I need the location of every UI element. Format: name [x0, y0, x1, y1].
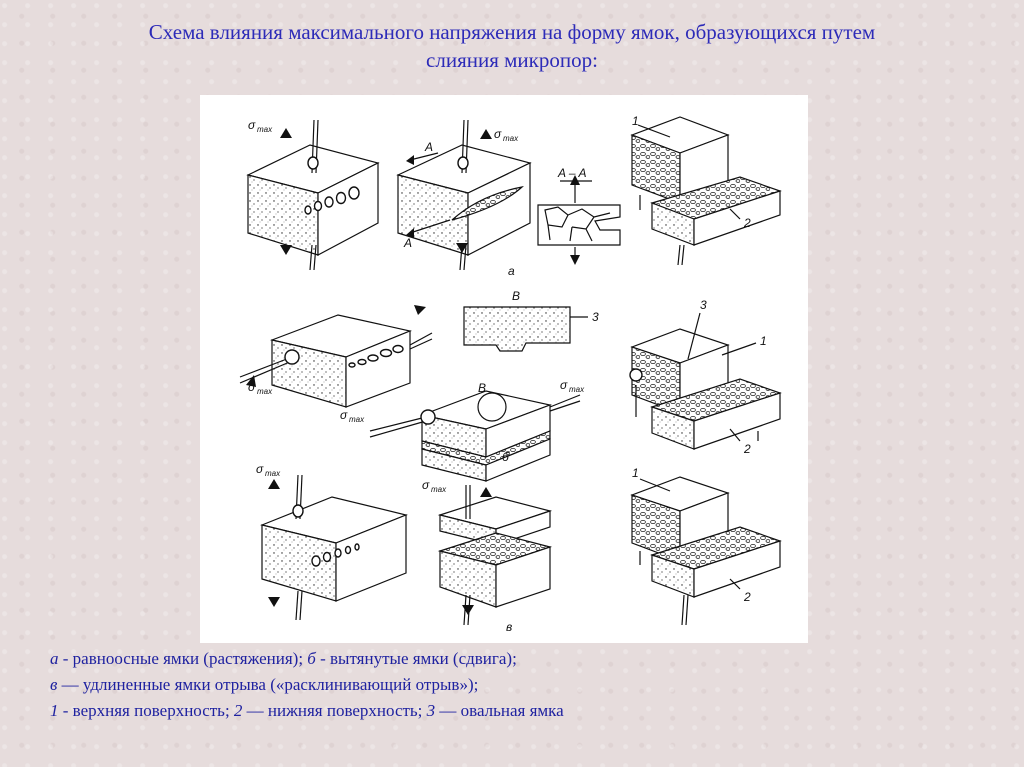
- title-line-1: Схема влияния максимального напряжения на форму ямок, образующихся путем: [148, 20, 876, 44]
- label-2-row-b: 2: [744, 442, 751, 456]
- row-v-label: в: [506, 620, 513, 634]
- row-a-block-1: [248, 120, 378, 270]
- fracture-diagram: [200, 95, 808, 643]
- caption-text-b: - вытянутые ямки (сдвига);: [315, 649, 517, 668]
- sigma-label-a1: σ: [248, 118, 256, 132]
- section-a-bottom: A: [404, 236, 413, 250]
- caption-text-1: - верхняя поверхность;: [58, 701, 234, 720]
- max-label-a2: max: [503, 134, 519, 143]
- row-b-surfaces: [630, 313, 780, 449]
- section-a-top: A: [425, 140, 434, 154]
- sigma-label-v1: σ: [256, 462, 264, 476]
- max-label-b3: max: [569, 385, 585, 394]
- title-line-2: слияния микропор:: [426, 48, 598, 72]
- caption-text-2: — нижняя поверхность;: [242, 701, 427, 720]
- label-1-row-a: 1: [632, 114, 639, 128]
- max-label-v1: max: [265, 469, 281, 478]
- fracture-diagram-svg: [200, 95, 808, 643]
- row-v-block-2: [440, 485, 550, 625]
- caption-letter-a: а: [50, 649, 59, 668]
- sigma-label-b3: σ: [560, 378, 568, 392]
- caption-num-1: 1: [50, 701, 59, 720]
- slide-title: [40, 18, 984, 74]
- caption-line-2: [50, 672, 990, 698]
- row-a-label: а: [508, 264, 515, 278]
- caption-letter-v: в: [50, 675, 58, 694]
- row-b-block-2: [370, 391, 580, 481]
- row-b-label: б: [502, 450, 509, 464]
- sigma-label-b1: σ: [248, 380, 256, 394]
- row-v-block-1: [262, 475, 406, 620]
- section-aa-label: A – A: [558, 166, 587, 180]
- caption-text-v: — удлиненные ямки отрыва («расклинивающий отрыв»);: [57, 675, 479, 694]
- row-b-detail: [464, 307, 588, 351]
- max-label-b1: max: [257, 387, 273, 396]
- label-1-row-b: 1: [760, 334, 767, 348]
- max-label-v2: max: [431, 485, 447, 494]
- section-aa-view: [538, 175, 620, 265]
- sigma-label-b2: σ: [340, 408, 348, 422]
- caption-text-3: — овальная ямка: [435, 701, 564, 720]
- label-3-row-b-surface: 3: [700, 298, 707, 312]
- caption-letter-b: б: [307, 649, 316, 668]
- label-1-row-v: 1: [632, 466, 639, 480]
- caption-text-a: - равноосные ямки (растяжения);: [58, 649, 308, 668]
- caption-num-3: 3: [426, 701, 436, 720]
- label-3-row-b: 3: [592, 310, 599, 324]
- detail-b-top: B: [512, 289, 521, 303]
- label-2-row-v: 2: [744, 590, 751, 604]
- max-label-b2: max: [349, 415, 365, 424]
- figure-caption: [50, 646, 990, 724]
- max-label-a1: max: [257, 125, 273, 134]
- caption-line-3: [50, 698, 990, 724]
- sigma-label-v2: σ: [422, 478, 430, 492]
- detail-b-circle: B: [478, 381, 487, 395]
- label-2-row-a: 2: [744, 216, 751, 230]
- caption-num-2: 2: [233, 701, 243, 720]
- row-v-surfaces: [632, 477, 780, 625]
- caption-line-1: [50, 646, 990, 672]
- sigma-label-a2: σ: [494, 127, 502, 141]
- row-a-surfaces: [632, 117, 780, 265]
